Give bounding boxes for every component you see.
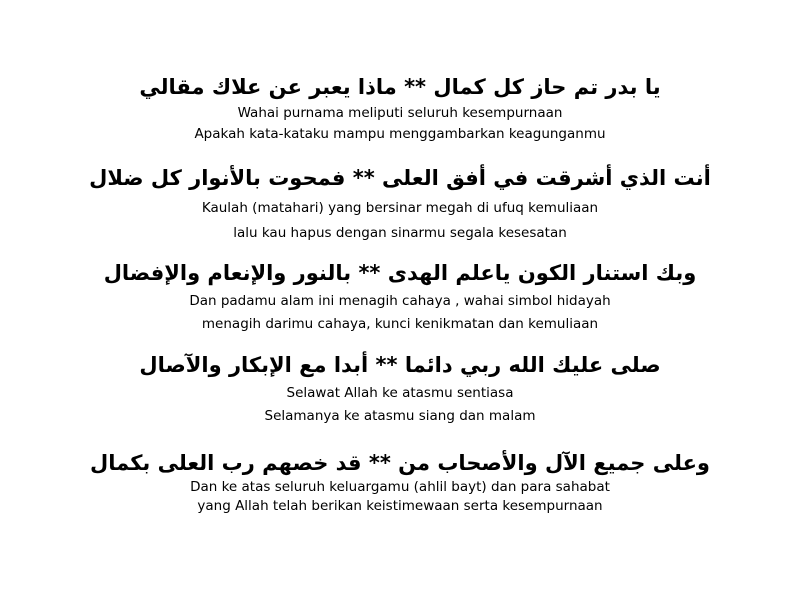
translation-line: Selawat Allah ke atasmu sentiasa bbox=[286, 385, 514, 401]
translation-line: Dan padamu alam ini menagih cahaya , wahai simbol hidayah bbox=[189, 293, 611, 309]
translation-line: Kaulah (matahari) yang bersinar megah di ufuq kemuliaan bbox=[201, 200, 599, 216]
stanza-5 bbox=[0, 448, 800, 516]
arabic-verse: وعلى جميع الآل والأصحاب من ** قد خصهم رب العلى بكمال bbox=[90, 451, 710, 475]
arabic-verse: يا بدر تم حاز كل كمال ** ماذا يعبر عن علاك مقالي bbox=[139, 75, 661, 99]
translation-line: Wahai purnama meliputi seluruh kesempurnaan bbox=[237, 105, 563, 121]
translation-line: Dan ke atas seluruh keluargamu (ahlil bayt) dan para sahabat bbox=[190, 479, 610, 495]
translation-line: Selamanya ke atasmu siang dan malam bbox=[264, 408, 536, 424]
stanza-3 bbox=[0, 258, 800, 334]
stanza-4 bbox=[0, 350, 800, 426]
stanza-2 bbox=[0, 163, 800, 243]
arabic-verse: صلى عليك الله ربي دائما ** أبدا مع الإبكار والآصال bbox=[139, 353, 661, 377]
translation-line: lalu kau hapus dengan sinarmu segala kesesatan bbox=[233, 225, 567, 241]
arabic-verse: وبك استنار الكون ياعلم الهدى ** بالنور والإنعام والإفضال bbox=[103, 261, 697, 285]
arabic-verse: أنت الذي أشرقت في أفق العلى ** فمحوت بالأنوار كل ضلال bbox=[89, 166, 711, 190]
stanza-1 bbox=[0, 72, 800, 144]
translation-line: Apakah kata-kataku mampu menggambarkan keagunganmu bbox=[194, 126, 606, 142]
translation-line: yang Allah telah berikan keistimewaan serta kesempurnaan bbox=[197, 498, 603, 514]
translation-line: menagih darimu cahaya, kunci kenikmatan dan kemuliaan bbox=[201, 316, 599, 332]
